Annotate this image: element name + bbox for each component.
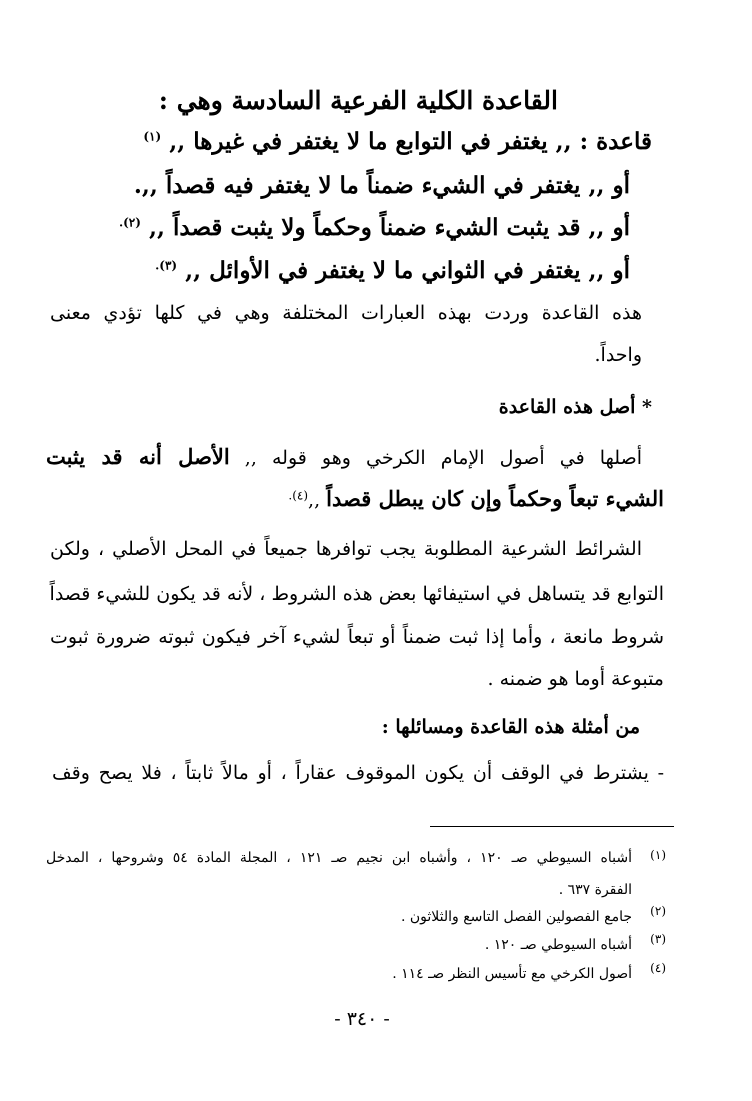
footnote-text: جامع الفصولين الفصل التاسع والثلاثون . [400,909,632,925]
footnote-number: (١) [650,848,666,862]
paragraph-line: التوابع قد يتساهل في استيفائها بعض هذه الشروط ، لأنه قد يكون للشيء قصداً [49,583,664,605]
footnote-text: أصول الكرخي مع تأسيس النظر صـ ١١٤ . [392,966,632,982]
rule-text: أو ,, قد يثبت الشيء ضمناً وحكماً ولا يثبت قصداً ,, [148,214,630,241]
origin-line-2 [288,488,664,510]
footnote-number: (٣) [650,932,666,946]
footnote-ref: (٣). [155,258,178,273]
section-heading-origin: * أصل هذه القاعدة [498,396,652,418]
example-line: - يشترط في الوقف أن يكون الموقوف عقاراً ، أو مالاً ثابتاً ، فلا يصح وقف [52,762,664,784]
rule-statement-4 [155,259,630,282]
section-heading-examples: من أمثلة هذه القاعدة ومسائلها : [381,716,640,738]
paragraph-line: شروط مانعة ، وأما إذا ثبت ضمناً أو تبعاً لشيء آخر فيكون ثبوته ضرورة ثبوت [50,626,664,648]
page-number: - ٣٤٠ - [334,1008,390,1030]
footnote-text: أشباه السيوطي صـ ١٢٠ . [484,937,632,953]
footnote-number: (٢) [650,904,666,918]
footnote-text: أشباه السيوطي صـ ١٢٠ ، وأشباه ابن نجيم صـ ١٢١ ، المجلة المادة ٥٤ وشروحها ، المدخل [46,850,632,866]
rule-statement-3 [119,216,630,239]
rule-text: أو ,, يغتفر في الشيء ضمناً ما لا يغتفر فيه قصداً ,,. [133,172,630,199]
footnote-text: الفقرة ٦٣٧ . [558,882,632,898]
rule-text: أو ,, يغتفر في الثواني ما لا يغتفر في الأوائل ,, [185,257,630,284]
rule-statement-1 [143,130,652,153]
paragraph-line: هذه القاعدة وردت بهذه العبارات المختلفة وهي في كلها تؤدي معنى [50,302,642,324]
origin-line-1 [46,446,642,468]
footnote-number: (٤) [650,961,666,975]
paragraph-line: واحداً. [594,344,642,366]
origin-plain: ,, [308,489,327,511]
footnote-ref: (١) [143,129,162,144]
origin-quote: الشيء تبعاً وحكماً وإن كان يبطل قصداً [326,486,664,511]
origin-quote: الأصل أنه قد يثبت [46,444,230,469]
paragraph-line: متبوعة أوما هو ضمنه . [487,668,664,690]
rule-heading: القاعدة الكلية الفرعية السادسة وهي : [158,86,558,115]
paragraph-line: الشرائط الشرعية المطلوبة يجب توافرها جميعاً في المحل الأصلي ، ولكن [50,538,642,560]
footnote-ref: (٤). [288,488,309,503]
rule-text: قاعدة : ,, يغتفر في التوابع ما لا يغتفر في غيرها ,, [169,128,652,155]
origin-plain: أصلها في أصول الإمام الكرخي وهو قوله ,, [229,447,642,469]
rule-statement-2 [134,174,630,197]
footnote-ref: (٢). [118,215,141,230]
footnote-separator [430,826,674,827]
